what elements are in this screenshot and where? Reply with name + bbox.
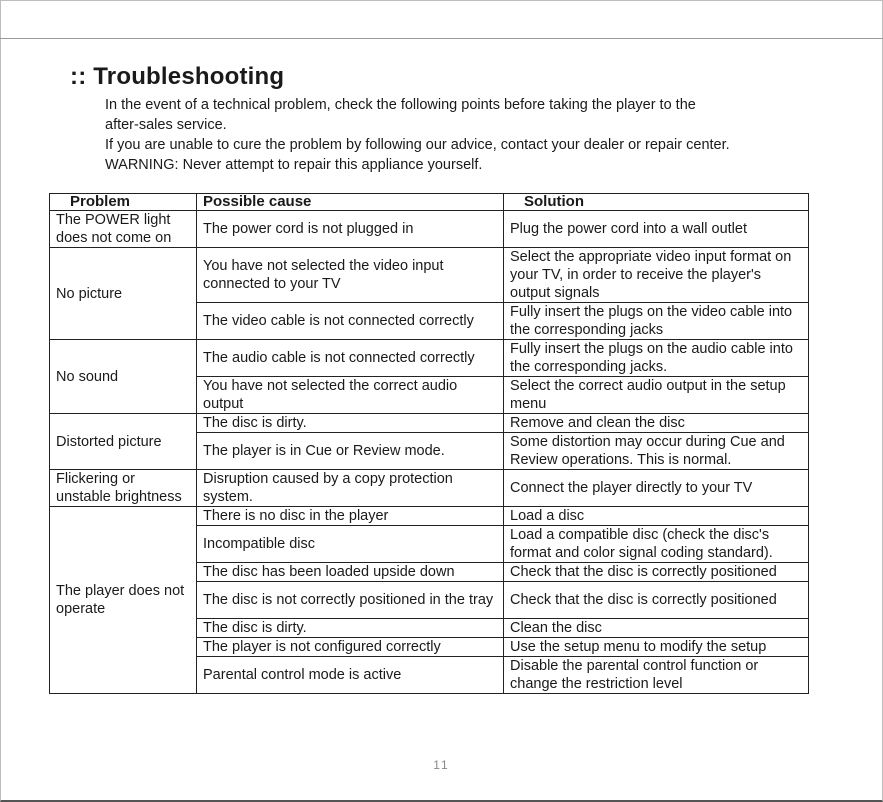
solution-cell: Select the correct audio output in the setup menu [504, 377, 809, 414]
cause-cell: The audio cable is not connected correctly [197, 340, 504, 377]
solution-cell: Fully insert the plugs on the video cable into the corresponding jacks [504, 303, 809, 340]
problem-cell: Distorted picture [50, 414, 197, 470]
troubleshooting-table [49, 193, 809, 694]
cause-cell: The video cable is not connected correctly [197, 303, 504, 340]
cause-cell: You have not selected the video input connected to your TV [197, 248, 504, 303]
cause-cell: There is no disc in the player [197, 507, 504, 526]
table-row [50, 211, 809, 248]
solution-cell: Connect the player directly to your TV [504, 470, 809, 507]
problem-cell: No sound [50, 340, 197, 414]
header-solution: Solution [504, 194, 809, 211]
intro-line: after-sales service. [105, 117, 227, 133]
cause-cell: The player is in Cue or Review mode. [197, 433, 504, 470]
solution-cell: Disable the parental control function or change the restriction level [504, 657, 809, 694]
cause-cell: Disruption caused by a copy protection system. [197, 470, 504, 507]
solution-cell: Remove and clean the disc [504, 414, 809, 433]
solution-cell: Load a disc [504, 507, 809, 526]
solution-cell: Select the appropriate video input format on your TV, in order to receive the player's output signals [504, 248, 809, 303]
table-header-row [50, 194, 809, 211]
problem-cell: No picture [50, 248, 197, 340]
cause-cell: The disc is not correctly positioned in the tray [197, 582, 504, 619]
cause-cell: Parental control mode is active [197, 657, 504, 694]
solution-cell: Load a compatible disc (check the disc's format and color signal coding standard). [504, 526, 809, 563]
table-row [50, 340, 809, 377]
solution-cell: Check that the disc is correctly positioned [504, 563, 809, 582]
warning-line: WARNING: Never attempt to repair this appliance yourself. [105, 157, 483, 173]
cause-cell: The power cord is not plugged in [197, 211, 504, 248]
problem-cell: The POWER light does not come on [50, 211, 197, 248]
page-title: :: Troubleshooting [70, 63, 285, 90]
intro-text [105, 95, 730, 175]
solution-cell: Some distortion may occur during Cue and Review operations. This is normal. [504, 433, 809, 470]
cause-cell: The disc is dirty. [197, 619, 504, 638]
table-row [50, 248, 809, 303]
cause-cell: The player is not configured correctly [197, 638, 504, 657]
table-row [50, 507, 809, 526]
table-row [50, 470, 809, 507]
cause-cell: The disc has been loaded upside down [197, 563, 504, 582]
page-number: 11 [433, 758, 450, 772]
header-problem: Problem [50, 194, 197, 211]
solution-cell: Use the setup menu to modify the setup [504, 638, 809, 657]
table-row [50, 414, 809, 433]
solution-cell: Plug the power cord into a wall outlet [504, 211, 809, 248]
header-cause: Possible cause [197, 194, 504, 211]
cause-cell: You have not selected the correct audio output [197, 377, 504, 414]
cause-cell: Incompatible disc [197, 526, 504, 563]
intro-line: In the event of a technical problem, check the following points before taking the player to the [105, 97, 696, 113]
header-rule [0, 38, 883, 39]
intro-line: If you are unable to cure the problem by following our advice, contact your dealer or repair center. [105, 137, 730, 153]
problem-cell: The player does not operate [50, 507, 197, 694]
solution-cell: Clean the disc [504, 619, 809, 638]
solution-cell: Fully insert the plugs on the audio cable into the corresponding jacks. [504, 340, 809, 377]
cause-cell: The disc is dirty. [197, 414, 504, 433]
problem-cell: Flickering or unstable brightness [50, 470, 197, 507]
solution-cell: Check that the disc is correctly positioned [504, 582, 809, 619]
